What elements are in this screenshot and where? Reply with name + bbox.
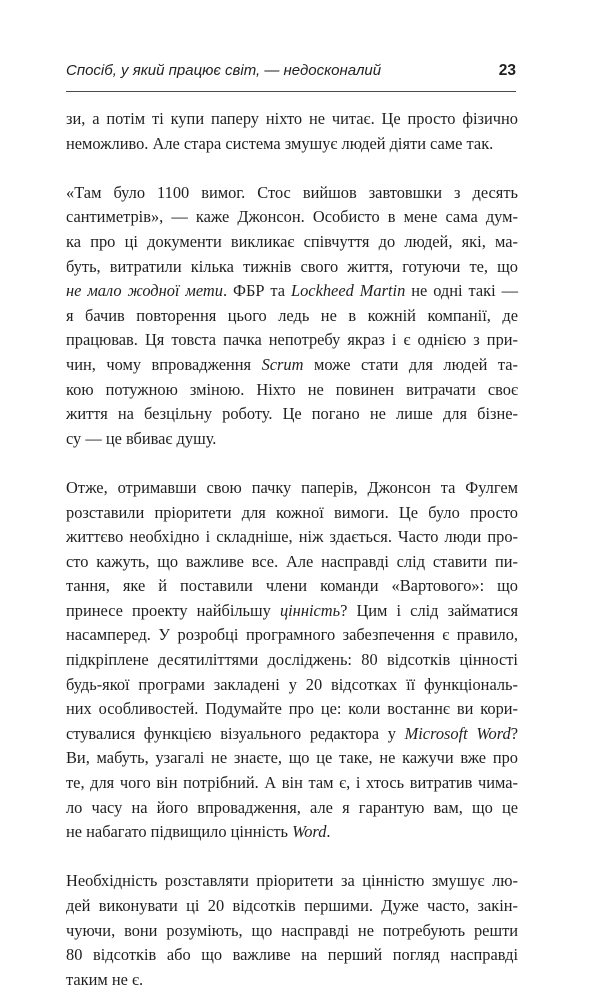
text-line [66, 550, 518, 575]
text-run: чин, чому впровадження [66, 354, 262, 374]
paragraph-gap [66, 451, 518, 476]
paragraph-gap [66, 845, 518, 870]
running-header [66, 62, 516, 88]
paragraph [66, 869, 518, 992]
text-line [66, 501, 518, 526]
text-line [66, 255, 518, 280]
text-run: ка про ці документи викликає співчуття до людей, які, ма- [66, 231, 518, 251]
text-line [66, 230, 518, 255]
text-line [66, 107, 518, 132]
text-run: життєво необхідно і складніше, ніж здається. Часто люди про- [66, 527, 518, 547]
paragraph [66, 476, 518, 845]
text-line [66, 919, 518, 944]
text-run: стувалися функцією візуального редактора у [66, 723, 405, 743]
text-run: су — це вбиває душу. [66, 428, 217, 448]
text-run: підкріплене десятиліттями досліджень: 80 відсотків цінності [66, 650, 518, 670]
text-run: «Там було 1100 вимог. Стос вийшов завтовшки з десять [66, 182, 518, 202]
text-run: насамперед. У розробці програмного забезпечення є правило, [66, 625, 518, 645]
text-line [66, 943, 518, 968]
text-run: . ФБР та [222, 281, 291, 301]
text-line [66, 968, 518, 992]
paragraph [66, 107, 518, 156]
italic-text: Word [292, 822, 327, 842]
text-run: сто кажуть, що важливе все. Але насправді слід ставити пи- [66, 551, 518, 571]
text-run: неможливо. Але стара система змушує людей діяти саме так. [66, 133, 494, 153]
text-run: Ви, мабуть, узагалі не знаєте, що це таке, не кажучи вже про [66, 748, 518, 768]
text-line [66, 574, 518, 599]
text-line [66, 525, 518, 550]
text-run: 80 відсотків або що важливе на перший погляд насправді [66, 945, 518, 965]
text-line [66, 722, 518, 747]
text-line [66, 353, 518, 378]
paragraph-gap [66, 156, 518, 181]
italic-text: Lockheed Martin [291, 281, 406, 301]
text-line [66, 673, 518, 698]
text-run: чуючи, вони розуміють, що насправді не потребують решти [66, 920, 518, 940]
text-line [66, 205, 518, 230]
text-run: ? [510, 723, 518, 743]
text-line [66, 623, 518, 648]
text-run: розставили пріоритети для кожної вимоги. Це було просто [66, 502, 518, 522]
text-run: Необхідність розставляти пріоритети за цінністю змушує лю- [66, 871, 518, 891]
text-run: дей виконувати ці 20 відсотків першими. Дуже часто, закін- [66, 896, 518, 915]
text-line [66, 328, 518, 353]
text-line [66, 476, 518, 501]
italic-text: не мало жодної мети [66, 281, 223, 301]
text-line [66, 796, 518, 821]
text-line [66, 181, 518, 206]
text-line [66, 378, 518, 403]
text-run: кою потужною зміною. Ніхто не повинен витрачати своє [66, 379, 518, 399]
running-title: Спосіб, у який працює світ, — недосконалий [66, 62, 382, 79]
text-run: них особливостей. Подумайте про це: коли востаннє ви кори- [66, 699, 518, 719]
text-line [66, 771, 518, 796]
text-run: буть, витратили кілька тижнів свого життя, готуючи те, що [66, 256, 518, 276]
italic-text: цінність [279, 600, 341, 620]
italic-text: Scrum [261, 354, 304, 374]
text-line [66, 894, 518, 919]
text-line [66, 820, 518, 845]
text-run: будь-якої програми закладені у 20 відсотках її функціональ- [66, 674, 518, 694]
text-run: я бачив повторення цього ледь не в кожній компанії, де [66, 305, 518, 325]
text-line [66, 599, 518, 624]
header-rule [66, 91, 516, 92]
text-run: працював. Ця товста пачка непотребу якраз і є однією з при- [66, 330, 518, 350]
text-line [66, 648, 518, 673]
text-run: те, для чого він потрібний. А він там є, і хтось витратив чима- [66, 773, 518, 793]
body-text [66, 107, 518, 992]
text-run: тання, яке й поставили члени команди «Вартового»: що [66, 576, 518, 596]
paragraph [66, 181, 518, 452]
text-run: життя на безцільну роботу. Це погано не лише для бізне- [66, 404, 518, 424]
text-run: таким не є. [66, 969, 144, 989]
text-line [66, 746, 518, 771]
text-line [66, 279, 518, 304]
text-run: не набагато підвищило цінність [66, 822, 293, 842]
text-run: ? Цим і слід займатися [340, 600, 518, 620]
text-line [66, 869, 518, 894]
text-run: ло часу на його впровадження, але я гарантую вам, що це [66, 797, 518, 817]
text-line [66, 132, 518, 157]
text-run: сантиметрів», — каже Джонсон. Особисто в мене сама дум- [66, 207, 518, 227]
text-line [66, 304, 518, 329]
italic-text: Microsoft Word [404, 723, 511, 743]
text-run: принесе проекту найбільшу [66, 600, 280, 620]
text-run: . [326, 822, 331, 842]
page-number: 23 [498, 62, 516, 79]
text-run: Отже, отримавши свою пачку паперів, Джонсон та Фулгем [66, 477, 518, 497]
text-run: може стати для людей та- [303, 354, 519, 374]
text-line [66, 697, 518, 722]
text-line [66, 402, 518, 427]
text-run: не одні такі — [405, 281, 519, 301]
text-run: зи, а потім ті купи паперу ніхто не читає. Це просто фізично [66, 109, 518, 128]
text-line [66, 427, 518, 452]
